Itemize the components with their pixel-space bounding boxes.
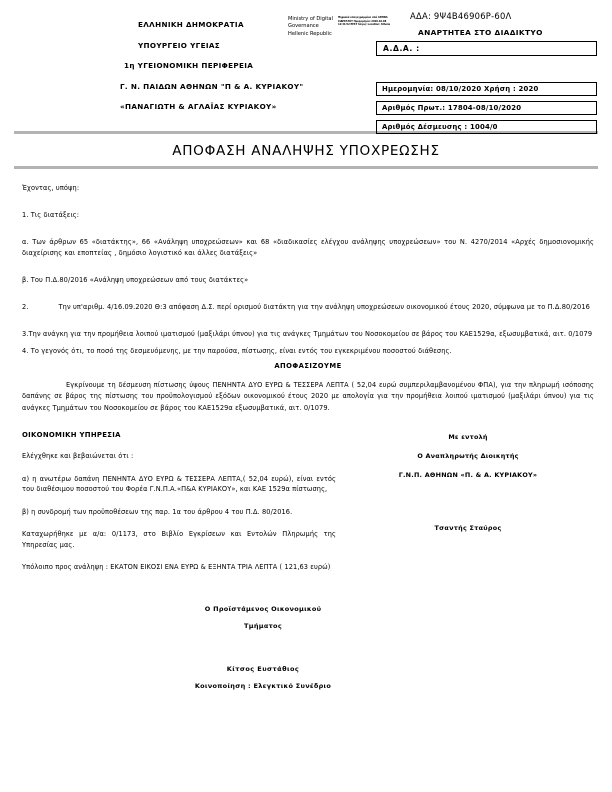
org-line-3: 1η ΥΓΕΙΟΝΟΜΙΚΗ ΠΕΡΙΦΕΡΕΙΑ xyxy=(124,61,254,70)
intro-text: Έχοντας, υπόψη: xyxy=(22,184,80,192)
financial-line-3: β) η συνδρομή των προϋποθέσεων της παρ. 1α του άρθρου 4 του Π.Δ. 80/2016. xyxy=(22,507,293,516)
signature-stamp-text: Ψηφιακά υπογεγραμμένο από ΑΘΗΝΑ ΣΙΔΕΡΑΤΟΥ Ημερομηνία: 2020.10.08 12:41:52 EEST Λόγος: Location: Athens xyxy=(338,16,391,27)
commitment-number-box: Αριθμός Δέσμευσης : 1004/0 xyxy=(376,120,597,134)
financial-service-column xyxy=(22,431,342,585)
item-1a: α. Των άρθρων 65 «διατάκτης», 66 «Ανάληψη υποχρεώσεων» και 68 «διαδικασίες ελέγχου ανάληψης υποχρεώσεων» του Ν. 4270/2014 «Αρχές δημοσιονομικής διαχείρισης και εποπτείας , δημόσιο λογιστικό και άλλες διατάξεις» xyxy=(22,238,594,257)
deputy-governor-title: Ο Αναπληρωτής Διοικητής xyxy=(417,451,519,460)
financial-line-1: Ελέγχθηκε και βεβαιώνεται ότι : xyxy=(22,451,134,460)
ada-input-box[interactable] xyxy=(376,41,597,56)
digital-signature-stamp xyxy=(288,16,400,38)
document-header xyxy=(0,0,612,131)
financial-head-signature xyxy=(22,605,594,690)
decision-body: Εγκρίνουμε τη δέσμευση πίστωσης ύψους ΠΕΝΗΝΤΑ ΔΥΟ ΕΥΡΩ & ΤΕΣΣΕΡΑ ΛΕΠΤΑ ( 52,04 ευρώ συμπεριλαμβανομένου ΦΠΑ), για την πληρωμή ισόποσης δαπάνης σε βάρος της πίστωσης του προϋπολογισμού εξόδων οικονομικού έτους 2020 με απολογία για την προμήθεια λοιπού ιματισμού (μαξιλάρι ύπνου) για τις ανάγκες Τμημάτων του Νοσοκομείου σε βάρος του ΚΑΕ1529α εξωσυμβατικά, αιτ. 0/1079. xyxy=(22,380,594,413)
decision-text xyxy=(22,380,594,415)
deputy-governor-signature xyxy=(342,431,594,585)
cc-notification: Κοινοποίηση : Ελεγκτικό Συνέδριο xyxy=(194,681,332,690)
financial-head-title-2: Τμήματος xyxy=(244,621,282,630)
financial-service-heading: ΟΙΚΟΝΟΜΙΚΗ ΥΠΗΡΕΣΙΑ xyxy=(22,430,121,439)
page-title: ΑΠΟΦΑΣΗ ΑΝΑΛΗΨΗΣ ΥΠΟΧΡΕΩΣΗΣ xyxy=(172,143,440,159)
decision-heading: ΑΠΟΦΑΣΙΖΟΥΜΕ xyxy=(274,361,342,370)
metadata-boxes xyxy=(376,82,597,139)
document-body xyxy=(0,183,612,690)
protocol-number-box: Αριθμός Πρωτ.: 17804-08/10/2020 xyxy=(376,101,597,115)
org-line-4: Γ. Ν. ΠΑΙΔΩΝ ΑΘΗΝΩΝ "Π & Α. ΚΥΡΙΑΚΟΥ" xyxy=(120,81,304,91)
ada-code: ΑΔΑ: 9Ψ4Β46906Ρ-60Λ xyxy=(410,11,512,21)
item-1b: β. Του Π.Δ.80/2016 «Ανάληψη υποχρεώσεων από τους διατάκτες» xyxy=(22,275,249,284)
by-order-label: Με εντολή xyxy=(448,432,488,441)
item-1: 1. Τις διατάξεις: xyxy=(22,211,80,220)
deputy-governor-name: Τσαντής Σταύρος xyxy=(434,523,502,532)
item-2-text: Την υπ'αριθμ. 4/16.09.2020 Θ:3 απόφαση Δ.Σ. περί ορισμού διατάκτη για την ανάληψη υποχρεώσεων οικονομικού έτους 2020, σύμφωνα με το Π.Δ.80/2016 xyxy=(58,303,590,312)
footer-columns xyxy=(22,431,594,585)
financial-head-name: Κίτσος Ευστάθιος xyxy=(226,664,300,673)
ada-box-label: Α.Δ.Α. : xyxy=(383,44,420,53)
item-2 xyxy=(22,302,594,312)
hospital-name-line: Γ.Ν.Π. ΑΘΗΝΩΝ «Π. & Α. ΚΥΡΙΑΚΟΥ» xyxy=(398,470,538,479)
divider-bottom xyxy=(14,166,598,169)
date-box: Ημερομηνία: 08/10/2020 Χρήση : 2020 xyxy=(376,82,597,96)
anartitea-label: ΑΝΑΡΤΗΤΕΑ ΣΤΟ ΔΙΑΔΙΚΤΥΟ xyxy=(418,28,543,37)
item-4: 4. Το γεγονός ότι, το ποσό της δεσμευόμενης, με την παρούσα, πίστωσης, είναι εντός του εγκεκριμένου ποσοστού διάθεσης. xyxy=(22,346,452,355)
item-3: 3.Την ανάγκη για την προμήθεια λοιπού ιματισμού (μαξιλάρι ύπνου) για τις ανάγκες Τμημάτων του Νοσοκομείου σε βάρος του ΚΑΕ1529α, εξωσυμβατικά, αιτ. 0/1079 xyxy=(22,330,593,339)
financial-head-title-1: Ο Προϊστάμενος Οικονομικού xyxy=(204,604,322,613)
financial-line-5: Υπόλοιπο προς ανάληψη : ΕΚΑΤΟΝ ΕΙΚΟΣΙ ΕΝΑ ΕΥΡΩ & ΕΞΗΝΤΑ ΤΡΙΑ ΛΕΠΤΑ ( 121,63 ευρώ) xyxy=(22,563,331,572)
financial-line-4: Καταχωρήθηκε με α/α: 0/1173, στο Βιβλίο Εγκρίσεων και Εντολών Πληρωμής της Υπηρεσίας μας. xyxy=(22,530,336,549)
org-line-2: ΥΠΟΥΡΓΕΙΟ ΥΓΕΙΑΣ xyxy=(138,40,221,50)
org-line-1: ΕΛΛΗΝΙΚΗ ΔΗΜΟΚΡΑΤΙΑ xyxy=(138,20,244,29)
signature-space xyxy=(22,639,504,665)
ministry-label: Ministry of Digital Governance Hellenic Republic xyxy=(288,16,333,37)
org-line-5: «ΠΑΝΑΓΙΩΤΗ & ΑΓΛΑΪΑΣ ΚΥΡΙΑΚΟΥ» xyxy=(120,102,277,111)
item-2-number: 2. xyxy=(22,303,29,312)
financial-line-2: α) η ανωτέρω δαπάνη ΠΕΝΗΝΤΑ ΔΥΟ ΕΥΡΩ & ΤΕΣΣΕΡΑ ΛΕΠΤΑ,( 52,04 ευρώ), είναι εντός του διαθέσιμου ποσοστού του Φορέα Γ.Ν.Π.Α.«Π&Α ΚΥΡΙΑΚΟΥ», και ΚΑΕ 1529α πίστωσης, xyxy=(22,474,336,494)
